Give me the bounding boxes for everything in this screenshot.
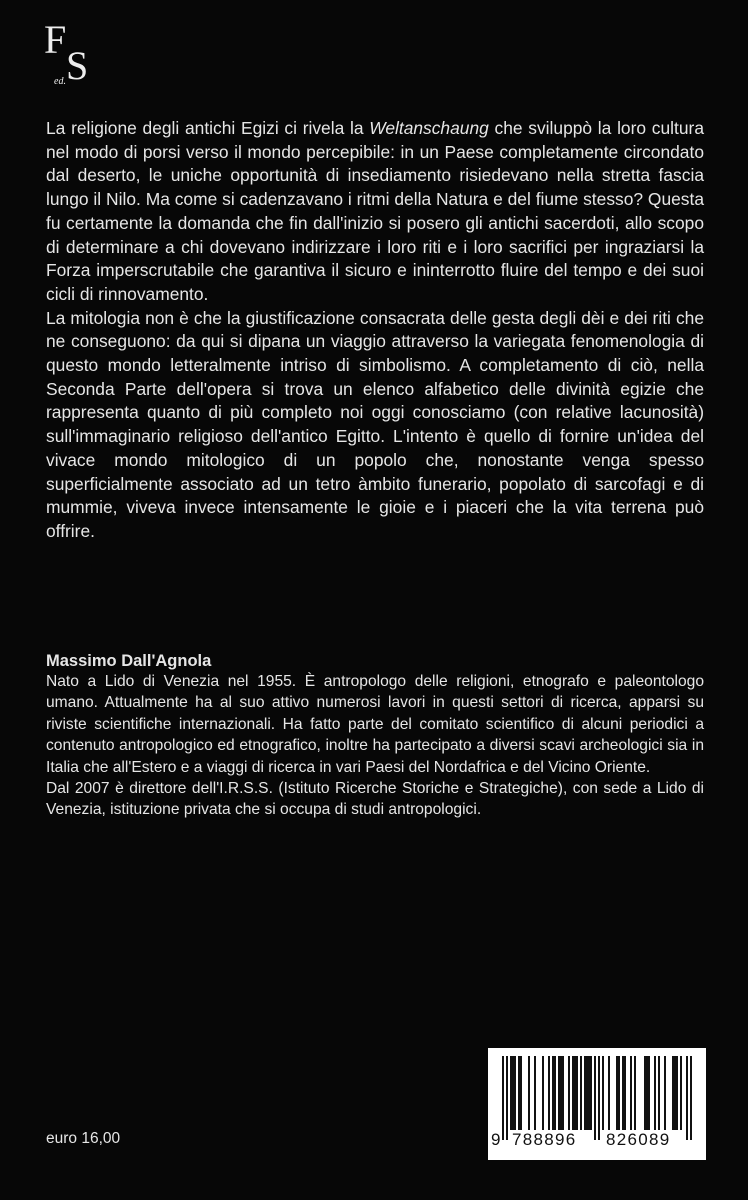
barcode-bar	[590, 1056, 592, 1130]
barcode-bar	[576, 1056, 578, 1130]
barcode-bar	[560, 1056, 562, 1130]
barcode-bar	[568, 1056, 570, 1130]
logo-letter-f: F	[44, 17, 67, 62]
barcode-bar	[558, 1056, 560, 1130]
isbn-barcode	[488, 1048, 706, 1160]
barcode-bar	[658, 1056, 660, 1130]
blurb-paragraph-2: La mitologia non è che la giustificazione consacrata delle gesta degli dèi e dei riti che ne conseguono: da qui si dipana un viaggio attraverso la variegata fenomenologia di questo mondo letteralmente intriso di simbolismo. A completamento di ciò, nella Seconda Parte dell'opera si trova un elenco alfabetico delle divinità egizie che rappresenta quanto di più completo noi oggi conosciamo (con relative lacunosità) sull'immaginario religioso dell'antico Egitto. L'intento è quello di fornire un'idea del vivace mondo mitologico di un popolo che, nonostante venga spesso superficialmente associato ad un tetro àmbito funerario, popolato di sarcofagi e di mummie, viveva invece intensamente le gioie e i piaceri che la vita terrena può offrire.	[46, 307, 704, 541]
blurb-italic-term: Weltanschaung	[369, 118, 489, 138]
barcode-group-2: 826089	[606, 1130, 671, 1149]
blurb-paragraph-1: La religione degli antichi Egizi ci rivela la Weltanschaung che sviluppò la loro cultura nel modo di porsi verso il mondo percepibile: in un Paese completamente circondato dal deserto, le uniche opportunità di insediamento risiedevano nella stretta fascia lungo il Nilo. Ma come si cadenzavano i ritmi della Natura e del fiume stesso? Questa fu certamente la domanda che fin dall'inizio si posero gli antichi sacerdoti, allo scopo di determinare a chi dovevano indirizzare i loro riti e i loro sacrifici per ingraziarsi la Forza imperscrutabile che garantiva il sicuro e ininterrotto fluire del tempo e dei suoi cicli di rinnovamento.	[46, 118, 704, 304]
barcode-bar	[618, 1056, 620, 1130]
logo-letter-s: S	[66, 43, 89, 88]
barcode-bar	[680, 1056, 682, 1130]
book-blurb	[46, 117, 704, 544]
barcode-bar	[502, 1056, 504, 1140]
barcode-group-1: 788896	[512, 1130, 577, 1149]
barcode-bar	[510, 1056, 512, 1130]
barcode-bar	[520, 1056, 522, 1130]
barcode-bar	[548, 1056, 550, 1130]
barcode-bar	[584, 1056, 586, 1130]
barcode-bar	[608, 1056, 610, 1130]
barcode-bar	[512, 1056, 514, 1130]
barcode-bar	[616, 1056, 618, 1130]
barcode-bar	[580, 1056, 582, 1130]
barcode-bar	[552, 1056, 554, 1130]
barcode-bar	[674, 1056, 676, 1130]
barcode-bar	[586, 1056, 588, 1130]
barcode-bar	[690, 1056, 692, 1140]
bio-paragraph-1: Nato a Lido di Venezia nel 1955. È antropologo delle religioni, etnografo e paleontologo umano. Attualmente ha al suo attivo numerosi lavori in questi settori di ricerca, apparsi su riviste scientifiche internazionali. Ha fatto parte del comitato scientifico di alcuni periodici a contenuto antropologico ed etnografico, inoltre ha partecipato a diversi scavi archeologici sia in Italia che all'Estero e a viaggi di ricerca in vari Paesi del Nordafrica e del Vicino Oriente.	[46, 673, 704, 776]
author-bio	[46, 671, 704, 821]
barcode-bar	[676, 1056, 678, 1130]
barcode-bar	[528, 1056, 530, 1130]
price-label: euro 16,00	[46, 1130, 121, 1147]
barcode-bar	[644, 1056, 646, 1130]
barcode-bar	[664, 1056, 666, 1130]
barcode-bar	[602, 1056, 604, 1130]
barcode-bar	[646, 1056, 648, 1130]
barcode-bar	[634, 1056, 636, 1130]
barcode-bar	[554, 1056, 556, 1130]
barcode-bar	[630, 1056, 632, 1130]
barcode-bar	[534, 1056, 536, 1130]
barcode-lead-digit: 9	[491, 1130, 502, 1149]
logo-ed: ed.	[54, 76, 66, 87]
barcode-bar	[624, 1056, 626, 1130]
barcode-bar	[518, 1056, 520, 1130]
publisher-logo	[44, 17, 104, 88]
barcode-bar	[514, 1056, 516, 1130]
bio-paragraph-2: Dal 2007 è direttore dell'I.R.S.S. (Istituto Ricerche Storiche e Strategiche), con sede a Lido di Venezia, istituzione privata che si occupa di studi antropologici.	[46, 780, 704, 819]
barcode-bar	[654, 1056, 656, 1130]
barcode-bar	[588, 1056, 590, 1130]
barcode-bar	[594, 1056, 596, 1140]
barcode-bar	[574, 1056, 576, 1130]
barcode-bar	[686, 1056, 688, 1140]
barcode-bar	[572, 1056, 574, 1130]
barcode-bar	[672, 1056, 674, 1130]
barcode-bar	[648, 1056, 650, 1130]
barcode-bar	[598, 1056, 600, 1140]
author-name: Massimo Dall'Agnola	[46, 652, 212, 670]
barcode-bar	[622, 1056, 624, 1130]
barcode-bar	[542, 1056, 544, 1130]
barcode-bar	[506, 1056, 508, 1140]
barcode-bar	[562, 1056, 564, 1130]
